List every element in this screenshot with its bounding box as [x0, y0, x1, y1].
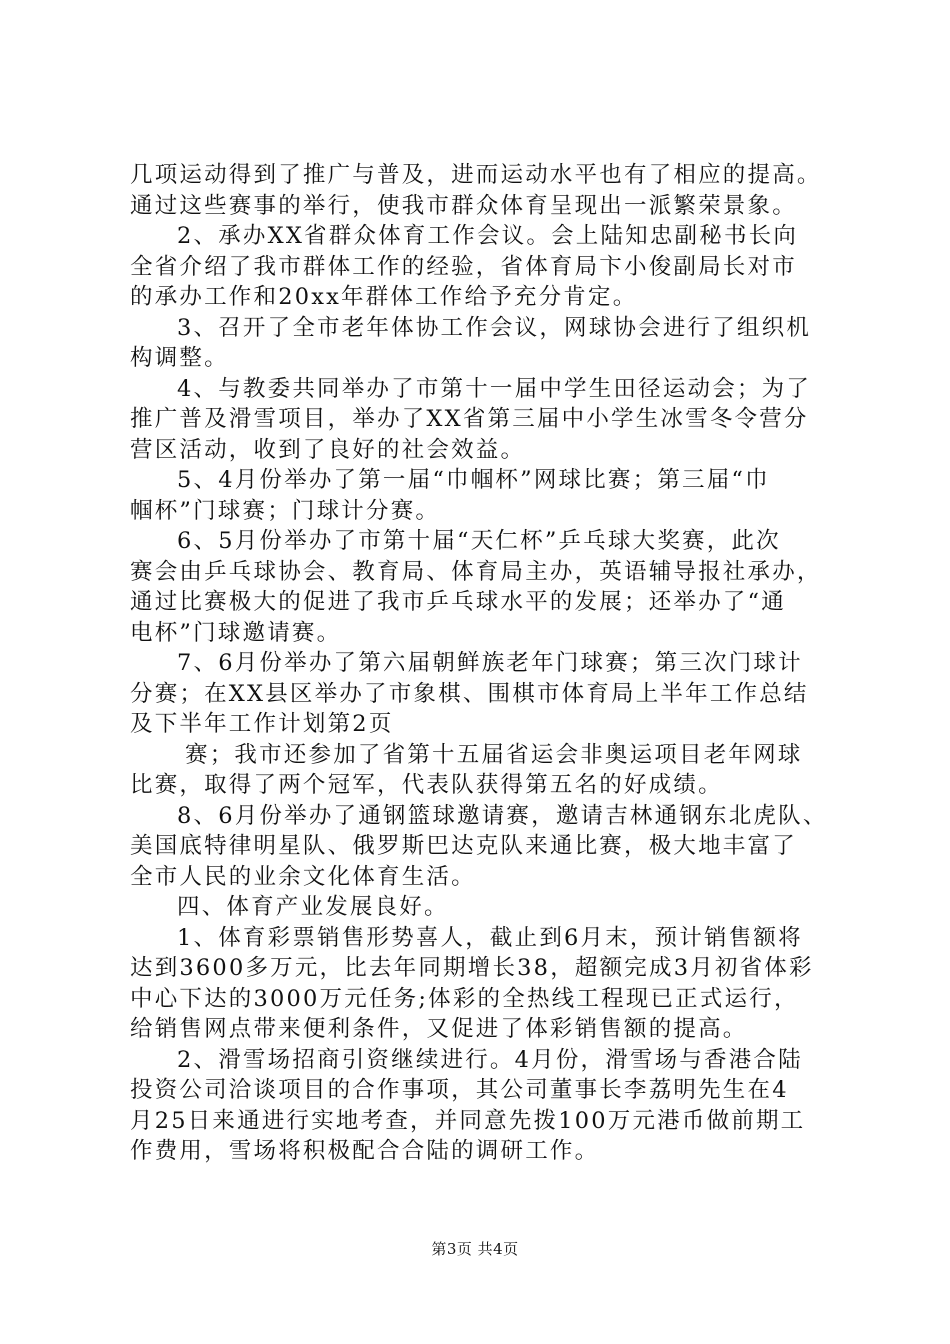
paragraph-line: 5、4月份举办了第一届“巾帼杯”网球比赛；第三届“巾 [177, 467, 770, 493]
paragraph-line: 赛；我市还参加了省第十五届省运会非奥运项目老年网球 [185, 741, 803, 768]
section-heading: 四、体育产业发展良好。 [177, 894, 449, 920]
paragraph-line: 2、滑雪场招商引资继续进行。4月份，滑雪场与香港合陆 [177, 1046, 803, 1073]
paragraph-line: 中心下达的3000万元任务;体彩的全热线工程现已正式运行， [130, 985, 799, 1012]
paragraph-line: 比赛，取得了两个冠军，代表队获得第五名的好成绩。 [130, 772, 723, 798]
paragraph-line: 分赛；在XX县区举办了市象棋、围棋市体育局上半年工作总结 [130, 680, 809, 707]
paragraph-line: 1、体育彩票销售形势喜人，截止到6月末，预计销售额将 [177, 924, 803, 951]
paragraph-line: 及下半年工作计划第2页 [130, 711, 394, 737]
paragraph-line: 全省介绍了我市群体工作的经验，省体育局卞小俊副局长对市 [130, 253, 797, 280]
paragraph-line: 给销售网点带来便利条件，又促进了体彩销售额的提高。 [130, 1016, 748, 1042]
paragraph-line: 电杯”门球邀请赛。 [130, 619, 342, 646]
paragraph-line: 6、5月份举办了市第十届“天仁杯”乒乓球大奖赛，此次 [177, 528, 781, 554]
paragraph-line: 美国底特律明星队、俄罗斯巴达克队来通比赛，极大地丰富了 [130, 833, 797, 859]
paragraph-line: 几项运动得到了推广与普及，进而运动水平也有了相应的提高。 [130, 162, 822, 188]
paragraph-line: 达到3600多万元，比去年同期增长38，超额完成3月初省体彩 [130, 955, 814, 981]
paragraph-line: 营区活动，收到了良好的社会效益。 [130, 436, 526, 463]
paragraph-line: 帼杯”门球赛；门球计分赛。 [130, 497, 441, 524]
page-number-label: 第3页 共4页 [431, 1240, 519, 1258]
document-body [130, 160, 840, 1167]
paragraph-line: 2、承办XX省群众体育工作会议。会上陆知忠副秘书长向 [177, 223, 799, 249]
paragraph-line: 4、与教委共同举办了市第十一届中学生田径运动会；为了 [177, 375, 812, 402]
paragraph-line: 通过比赛极大的促进了我市乒乓球水平的发展；还举办了“通 [130, 589, 786, 615]
paragraph-line: 通过这些赛事的举行，使我市群众体育呈现出一派繁荣景象。 [130, 192, 797, 219]
paragraph-line: 构调整。 [130, 345, 229, 371]
paragraph-line: 推广普及滑雪项目，举办了XX省第三届中小学生冰雪冬令营分 [130, 406, 809, 432]
paragraph-line: 的承办工作和20xx年群体工作给予充分肯定。 [130, 284, 638, 310]
paragraph-line: 8、6月份举办了通钢篮球邀请赛，邀请吉林通钢东北虎队、 [177, 802, 828, 829]
paragraph-line: 3、召开了全市老年体协工作会议，网球协会进行了组织机 [177, 314, 812, 341]
paragraph-line: 全市人民的业余文化体育生活。 [130, 863, 476, 890]
paragraph-line: 赛会由乒乓球协会、教育局、体育局主办，英语辅导报社承办， [130, 558, 822, 585]
page-footer [0, 1238, 950, 1259]
paragraph-line: 作费用，雪场将积极配合合陆的调研工作。 [130, 1138, 600, 1164]
paragraph-line: 月25日来通进行实地考查，并同意先拨100万元港币做前期工 [130, 1107, 806, 1134]
paragraph-line: 投资公司洽谈项目的合作事项，其公司董事长李荔明先生在4 [130, 1077, 789, 1103]
paragraph-line: 7、6月份举办了第六届朝鲜族老年门球赛；第三次门球计 [177, 650, 803, 676]
